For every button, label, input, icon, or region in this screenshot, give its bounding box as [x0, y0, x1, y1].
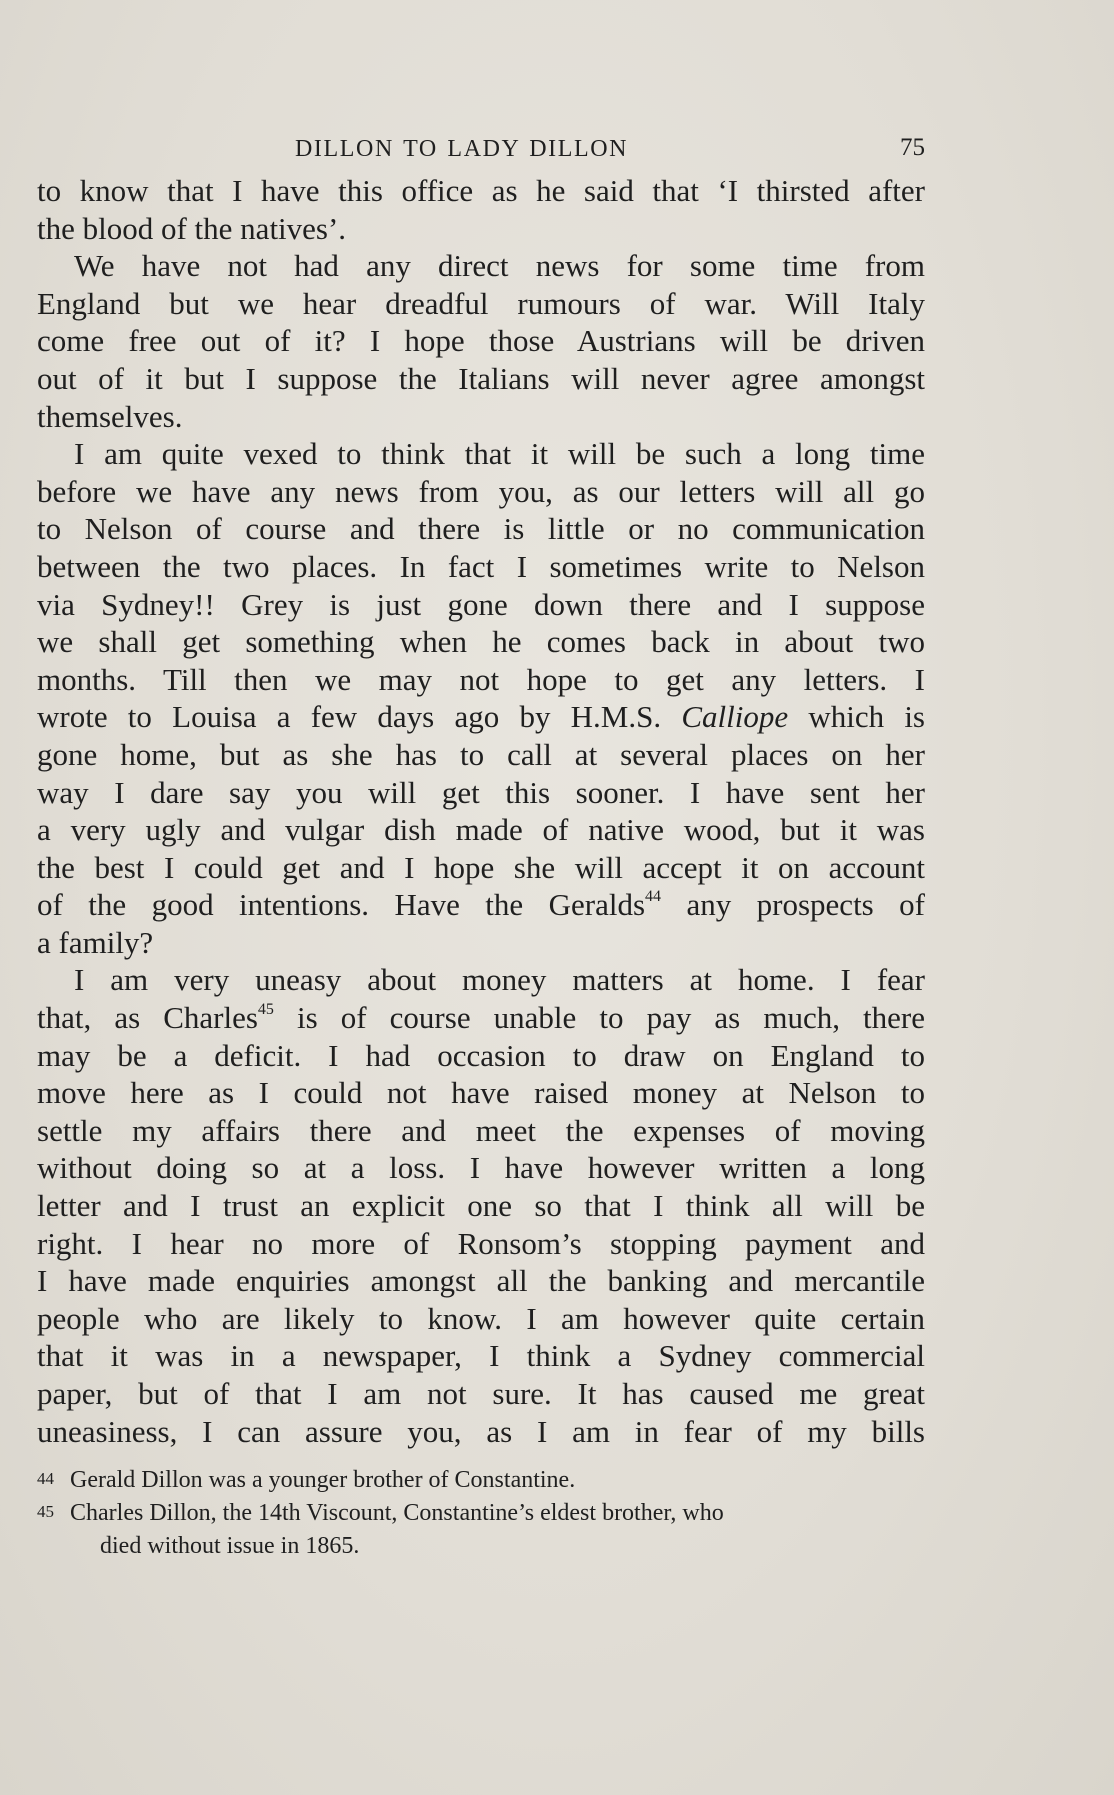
text-line-calliope: [37, 698, 925, 736]
text-line: may be a deficit. I had occasion to draw on England to: [37, 1037, 925, 1073]
footnote-marker: 45: [37, 1502, 54, 1522]
footnote-marker: 44: [37, 1469, 54, 1489]
text-line: themselves.: [37, 398, 183, 434]
text-line: I am very uneasy about money matters at home. I fear: [74, 962, 925, 998]
text-run: that, as Charles: [37, 1000, 258, 1036]
text-line-charles: [37, 999, 925, 1037]
text-run: of the good intentions. Have the Geralds: [37, 887, 646, 923]
text-line: letter and I trust an explicit one so that I think all will be: [37, 1188, 925, 1224]
text-line: the best I could get and I hope she will accept it on account: [37, 849, 925, 885]
text-run: is of course unable to pay as much, there: [273, 1000, 925, 1036]
page-number: 75: [900, 134, 925, 161]
running-title: DILLON TO LADY DILLON: [295, 136, 629, 162]
text-line: to know that I have this office as he said that ‘I thirsted after: [37, 173, 925, 208]
text-line: without doing so at a loss. I have however written a long: [37, 1150, 925, 1186]
text-line: I am quite vexed to think that it will be such a long time: [74, 436, 925, 472]
footnotes: [37, 1464, 925, 1563]
text-line: I have made enquiries amongst all the banking and mercantile: [37, 1263, 925, 1299]
footnote-text: Gerald Dillon was a younger brother of Constantine.: [70, 1467, 576, 1494]
text-line: the blood of the natives’.: [37, 210, 347, 246]
body-text: [37, 172, 925, 1450]
text-line: gone home, but as she has to call at several places on her: [37, 736, 925, 772]
text-line: come free out of it? I hope those Austrians will be driven: [37, 323, 925, 359]
text-line: We have not had any direct news for some time from: [74, 248, 925, 284]
footnote-text-continuation: died without issue in 1865.: [100, 1533, 360, 1560]
footnote: [37, 1464, 925, 1497]
footnote-reference: 44: [645, 887, 662, 905]
footnote: [37, 1497, 925, 1563]
footnote-text: Charles Dillon, the 14th Viscount, Constantine’s eldest brother, who: [70, 1500, 724, 1527]
text-line: way I dare say you will get this sooner. I have sent her: [37, 774, 925, 810]
book-page: [37, 128, 925, 1563]
text-line: uneasiness, I can assure you, as I am in fear of my bills: [37, 1413, 925, 1449]
text-line: between the two places. In fact I sometimes write to Nelson: [37, 548, 925, 584]
text-line: settle my affairs there and meet the expenses of moving: [37, 1112, 925, 1148]
running-head: [37, 128, 925, 172]
text-line: months. Till then we may not hope to get any letters. I: [37, 661, 925, 697]
text-line: England but we hear dreadful rumours of war. Will Italy: [37, 285, 925, 321]
text-run: any prospects of: [661, 887, 926, 923]
text-line: a very ugly and vulgar dish made of native wood, but it was: [37, 812, 925, 848]
text-line: out of it but I suppose the Italians will never agree amongst: [37, 360, 925, 396]
ship-name: Calliope: [681, 699, 789, 735]
text-line: via Sydney!! Grey is just gone down there and I suppose: [37, 586, 925, 622]
text-line: move here as I could not have raised money at Nelson to: [37, 1075, 925, 1111]
text-run: which is: [788, 699, 925, 735]
text-line: that it was in a newspaper, I think a Sydney commercial: [37, 1338, 925, 1374]
text-line: before we have any news from you, as our letters will all go: [37, 473, 925, 509]
text-line: right. I hear no more of Ronsom’s stopping payment and: [37, 1225, 925, 1261]
text-line-geralds: [37, 886, 925, 924]
text-line: to Nelson of course and there is little or no communication: [37, 511, 925, 547]
text-line: paper, but of that I am not sure. It has caused me great: [37, 1376, 925, 1411]
text-line: people who are likely to know. I am however quite certain: [37, 1300, 925, 1336]
text-run: wrote to Louisa a few days ago by H.M.S.: [37, 699, 682, 735]
footnote-reference: 45: [257, 1000, 274, 1018]
text-line: we shall get something when he comes back in about two: [37, 624, 925, 660]
text-line: a family?: [37, 924, 154, 960]
